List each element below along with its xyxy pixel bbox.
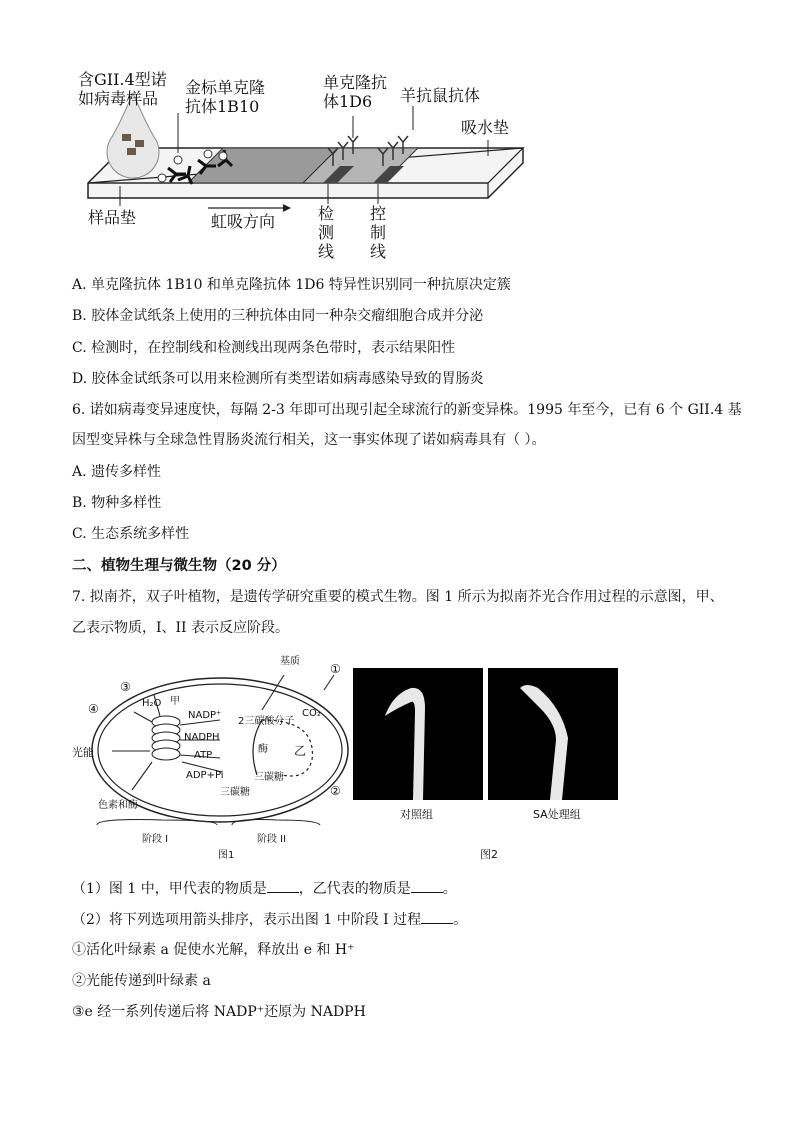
label-gold-antibody: 金标单克隆 抗体1B10 [185, 78, 266, 116]
label-nadph: NADPH [184, 732, 220, 743]
photo-sa-group [488, 668, 618, 800]
q5-option-d: D. 胶体金试纸条可以用来检测所有类型诺如病毒感染导致的胃肠炎 [72, 371, 484, 387]
section-heading: 二、植物生理与微生物（20 分） [72, 558, 286, 574]
label-stroma: 基质 [280, 656, 300, 667]
answer-blank-yi[interactable] [411, 878, 443, 893]
label-enzyme: 酶 [258, 744, 268, 755]
label-control-line: 控 制 线 [370, 204, 387, 261]
label-three-carbon-acid: 2三碳酸分子 [238, 716, 295, 727]
q5-option-a: A. 单克隆抗体 1B10 和单克隆抗体 1D6 特异性识别同一种抗原决定簇 [72, 277, 511, 293]
answer-blank-order[interactable] [421, 909, 453, 924]
label-jia: 甲 [170, 696, 180, 707]
label-atp: ATP [194, 750, 213, 761]
marker-2: ② [330, 784, 341, 798]
label-stage-1: 阶段 I [142, 834, 169, 845]
marker-4: ④ [88, 702, 99, 716]
label-test-line: 检 测 线 [318, 204, 335, 261]
label-nadp-plus: NADP⁺ [188, 710, 222, 721]
label-yi: 乙 [294, 744, 307, 758]
figure-1-chloroplast [72, 650, 352, 865]
label-sample: 含GII.4型诺 如病毒样品 [78, 70, 167, 108]
q6-stem-line2: 因型变异株与全球急性胃肠炎流行相关，这一事实体现了诺如病毒具有（ ）。 [72, 432, 546, 448]
q7-sub-1 [72, 878, 457, 899]
q7-sub-2 [72, 909, 467, 930]
q6-option-a: A. 遗传多样性 [72, 464, 162, 480]
label-pigment-enzyme: 色素和酶 [98, 800, 138, 811]
q7-sub-1-part-b: ，乙代表的物质是 [298, 881, 411, 897]
q7-choice-1: ①活化叶绿素 a 促使水光解，释放出 e 和 H⁺ [72, 942, 355, 958]
figure-1-caption: 图1 [218, 850, 235, 861]
sa-seedling-image [488, 668, 618, 800]
control-seedling-image [353, 668, 483, 800]
test-strip-figure [78, 68, 538, 263]
q6-stem-line1: 6. 诺如病毒变异速度快，每隔 2-3 年即可出现引起全球流行的新变异株。1995 年至今，已有 6 个 GII.4 基 [72, 402, 742, 418]
label-mab-1d6: 单克隆抗 体1D6 [323, 73, 388, 111]
q7-sub-2-part-a: （2）将下列选项用箭头排序，表示出图 1 中阶段 I 过程 [72, 912, 422, 928]
figure-2-caption: 图2 [480, 848, 498, 861]
label-sa-group: SA处理组 [533, 808, 581, 821]
answer-blank-jia[interactable] [267, 878, 299, 893]
q5-option-b: B. 胶体金试纸条上使用的三种抗体由同一种杂交瘤细胞合成并分泌 [72, 308, 484, 324]
q6-option-c: C. 生态系统多样性 [72, 526, 190, 542]
label-triose-right: 三碳糖 [254, 772, 284, 783]
q5-option-c: C. 检测时，在控制线和检测线出现两条色带时，表示结果阳性 [72, 340, 456, 356]
q7-sub-1-part-c: 。 [442, 881, 457, 897]
label-goat-antibody: 羊抗鼠抗体 [400, 86, 481, 105]
q7-sub-2-part-b: 。 [453, 912, 468, 928]
label-adp-pi: ADP+Pi [186, 770, 224, 781]
label-light-energy: 光能 [72, 746, 94, 759]
q7-sub-1-part-a: （1）图 1 中，甲代表的物质是 [72, 881, 267, 897]
label-sample-pad: 样品垫 [88, 208, 137, 227]
q7-choice-3: ③e 经一系列传递后将 NADP⁺还原为 NADPH [72, 1004, 366, 1020]
q7-choice-2: ②光能传递到叶绿素 a [72, 973, 211, 989]
label-control-group: 对照组 [400, 808, 433, 821]
q6-option-b: B. 物种多样性 [72, 495, 162, 511]
q7-stem-line2: 乙表示物质，I、II 表示反应阶段。 [72, 620, 290, 636]
label-absorb-pad: 吸水垫 [461, 118, 510, 137]
label-flow-direction: 虹吸方向 [211, 212, 276, 231]
q7-stem-line1: 7. 拟南芥，双子叶植物，是遗传学研究重要的模式生物。图 1 所示为拟南芥光合作用过程的示意图，甲、 [72, 589, 724, 605]
marker-1: ① [330, 662, 341, 676]
marker-3: ③ [120, 680, 131, 694]
label-triose-bottom: 三碳糖 [220, 787, 250, 798]
label-stage-2: 阶段 II [257, 834, 287, 845]
label-h2o: H₂O [142, 698, 162, 709]
label-co2: CO₂ [302, 708, 321, 719]
photo-control-group [353, 668, 483, 800]
